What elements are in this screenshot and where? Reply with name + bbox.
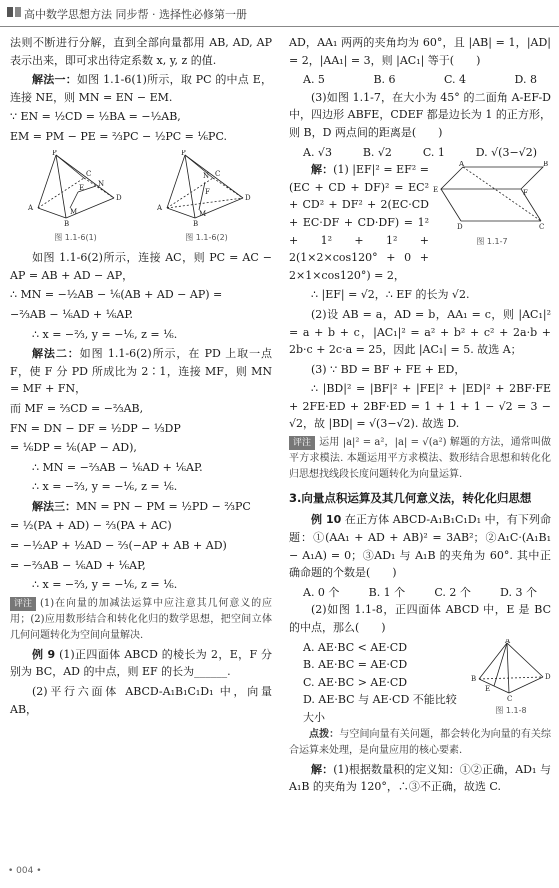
equation: ∴ x = −⅔, y = −⅙, z = ⅙.: [32, 578, 178, 592]
svg-text:A: A: [156, 203, 162, 212]
figure-1-1-7: A B E F D C 图 1.1-7: [433, 161, 549, 246]
solution-with-figure: [289, 161, 551, 286]
left-column: [10, 34, 272, 720]
svg-text:C: C: [214, 169, 220, 178]
svg-text:A: A: [459, 161, 465, 169]
options-row: [289, 144, 551, 162]
solution: 解：(1) |EF|² = EF² = (EC + CD + DF)² = EC² + CD² + DF² + 2(EC·CD + EC·DF + CD·DF) = 1² + 1² + 1² + 2(1×2×cos120° + 0 + 2×1×cos120°) = 2，: [289, 163, 430, 282]
hint: 点拨：与空间向量有关问题，都会转化为向量的有关综合运算来处理，是向量应用的核心要素.: [289, 728, 552, 756]
svg-text:P: P: [51, 149, 57, 157]
svg-text:N: N: [97, 179, 104, 188]
equation: EM = PM − PE = ⅔PC − ½PC = ⅙PC.: [10, 129, 227, 143]
svg-text:C: C: [507, 694, 513, 701]
equation: ∵ EN = ½CD = ½BA = −½AB,: [10, 110, 181, 124]
solution: 解：(1)根据数量积的定义知：①②正确，AD₁ 与 A₁B 的夹角为 120°，∴③不正确，故选 C.: [289, 762, 552, 794]
svg-text:D: D: [457, 223, 463, 232]
svg-text:N: N: [202, 171, 209, 180]
options-row: [289, 584, 551, 602]
paragraph: 如图 1.1-6(2)所示，连接 AC，则 PC = AC − AP = AB + AD − AP，: [10, 251, 272, 282]
svg-text:E: E: [485, 684, 491, 693]
right-column: [289, 34, 551, 798]
equation: ∴ x = −⅔, y = −⅙, z = ⅙.: [32, 327, 178, 341]
svg-text:F: F: [204, 187, 210, 196]
svg-text:D: D: [115, 193, 122, 202]
equation: −⅔AB − ⅙AD + ⅙AP.: [10, 307, 134, 321]
option: C. 2 个: [434, 585, 471, 599]
option: C. 4: [444, 73, 467, 87]
svg-text:B: B: [471, 674, 477, 683]
comment: 评注 (1)在向量的加减法运算中应注意其几何意义的应用；(2)应用数形结合和转化化归的数学思想，把空间立体几何问题转化为空间向量解决.: [10, 597, 272, 641]
svg-text:A: A: [27, 203, 33, 212]
equation: = −⅔AB − ⅙AD + ⅙AP,: [10, 558, 146, 572]
figure-1-1-6-1: P A B D C N E M 图 1.1-6(1): [27, 149, 122, 243]
equation: ∴ MN = −⅔AB − ⅙AD + ⅙AP.: [32, 460, 203, 474]
equation: = −½AP + ½AD − ⅔(−AP + AB + AD): [10, 539, 227, 553]
svg-text:A: A: [505, 638, 511, 645]
method-2: 解法二：如图 1.1-6(2)所示，在 PD 上取一点 F，使 F 分 PD 所成比为 2∶1，连接 MF，则 MN = MF + FN，: [10, 347, 272, 396]
equation: ∴ MN = −½AB − ⅙(AB + AD − AP) =: [10, 288, 223, 302]
comment-tag: 评注: [10, 597, 36, 611]
equation: = ½(PA + AD) − ⅔(PA + AC): [10, 519, 172, 533]
choice: D. AE·BC 与 AE·CD 不能比较大小: [303, 693, 457, 724]
svg-text:E: E: [433, 186, 439, 195]
svg-text:M: M: [198, 209, 206, 218]
paragraph: 法则不断进行分解，直到全部向量都用 AB, AD, AP 表示出来，即可求出待定系数 x, y, z 的值.: [10, 36, 272, 67]
choices-with-figure: [289, 639, 551, 727]
choice: C. AE·BC > AE·CD: [303, 675, 408, 689]
option: B. 1 个: [368, 585, 406, 599]
option: D. √(3−√2): [475, 145, 537, 159]
comment-tag: 评注: [289, 436, 315, 450]
method-1: 解法一：如图 1.1-6(1)所示，取 PC 的中点 E，连接 NE，则 MN = EN − EM.: [10, 73, 272, 104]
equation: 而 MF = ⅔CD = −⅔AB,: [10, 401, 144, 415]
equation: ∴ x = −⅔, y = −⅙, z = ⅙.: [32, 480, 178, 494]
section-heading: 3.向量点积运算及其几何意义法，转化化归思想: [289, 491, 532, 506]
option: A. √3: [303, 145, 332, 159]
figure-1-1-8: A B E C D 图 1.1-8: [471, 638, 551, 716]
figure-1-1-6-2: P A B D C N F M 图 1.1-6(2): [156, 149, 251, 243]
solution-line: ∴ |BD|² = |BF|² + |FE|² + |ED|² + 2BF·FE + 2FE·ED + 2BF·ED = 1 + 1 + 1 − √2 = 3 − √2，故 |BD| = √(3−√2). 故选 D.: [289, 382, 551, 431]
solution-line: ∴ |EF| = √2，∴ EF 的长为 √2.: [311, 288, 470, 302]
example-9: 例 9 (1)正四面体 ABCD 的棱长为 2，E，F 分别为 BC，AD 的中点，则 EF 的长为______.: [10, 647, 273, 679]
option: A. 5: [303, 73, 325, 87]
options-row: [289, 71, 551, 89]
equation: FN = DN − DF = ½DP − ⅓DP: [10, 421, 181, 435]
choice: B. AE·BC = AE·CD: [303, 658, 408, 672]
svg-text:C: C: [85, 169, 91, 178]
header-title: 高中数学思想方法 同步帮 · 选择性必修第一册: [24, 8, 247, 21]
page-header: [0, 0, 559, 27]
option: C. 1: [422, 145, 445, 159]
book-icon: [6, 5, 22, 19]
example-10-part-2: (2)如图 1.1-8，正四面体 ABCD 中，E 是 BC 的中点，那么( ): [289, 603, 551, 635]
choice-list: [289, 639, 463, 727]
svg-text:E: E: [78, 183, 84, 192]
svg-text:B: B: [63, 219, 69, 228]
paragraph: AD，AA₁ 两两的夹角均为 60°，且 |AB| = 1，|AD| = 2，|AA₁| = 3，则 |AC₁| 等于( ): [289, 36, 551, 67]
option: D. 3 个: [500, 585, 537, 599]
svg-text:B: B: [192, 219, 198, 228]
paragraph: (3)如图 1.1-7，在大小为 45° 的二面角 A-EF-D 中，四边形 ABFE，CDEF 都是边长为 1 的正方形，则 B，D 两点间的距离是( ): [289, 90, 551, 139]
svg-text:M: M: [69, 207, 77, 216]
svg-text:B: B: [543, 161, 549, 169]
solution-line: (2)设 AB = a，AD = b，AA₁ = c，则 |AC₁|² = a + b + c，|AC₁|² = a² + b² + c² + 2a·b + 2b·c + 2c·a = 25，因此 |AC₁| = 5. 故选 A；: [289, 307, 551, 357]
example-9-part-2: (2)平行六面体 ABCD-A₁B₁C₁D₁ 中，向量 AB，: [10, 685, 272, 716]
page-number: • 004 •: [8, 866, 42, 876]
figure-row: [10, 150, 272, 246]
svg-text:C: C: [539, 223, 545, 232]
option: B. √2: [362, 145, 392, 159]
svg-text:F: F: [523, 189, 528, 198]
option: D. 8: [514, 73, 537, 87]
option: A. 0 个: [303, 585, 340, 599]
svg-text:D: D: [545, 672, 551, 681]
svg-text:D: D: [244, 193, 251, 202]
equation: = ⅙DP = ⅙(AP − AD),: [10, 441, 137, 455]
method-3: 解法三：MN = PN − PM = ½PD − ⅔PC: [32, 499, 251, 513]
svg-text:P: P: [180, 149, 186, 157]
solution-line: (3) ∵ BD = BF + FE + ED，: [311, 362, 466, 376]
comment: 评注 运用 |a|² = a²，|a| = √(a²) 解题的方法，通常叫做平方求模法. 本题运用平方求模法、数形结合思想和转化化归思想找线段长度问题转化为向量运算.: [289, 437, 551, 481]
choice: A. AE·BC < AE·CD: [303, 640, 408, 654]
option: B. 6: [373, 73, 396, 87]
example-10: 例 10 在正方体 ABCD-A₁B₁C₁D₁ 中，有下列命题：①(AA₁ + AD + AB)² = 3AB²；②A₁C·(A₁B₁ − A₁A) = 0；③AD₁ 与 A₁B 的夹角为 60°. 其中正确命题的个数是( ): [289, 513, 551, 580]
